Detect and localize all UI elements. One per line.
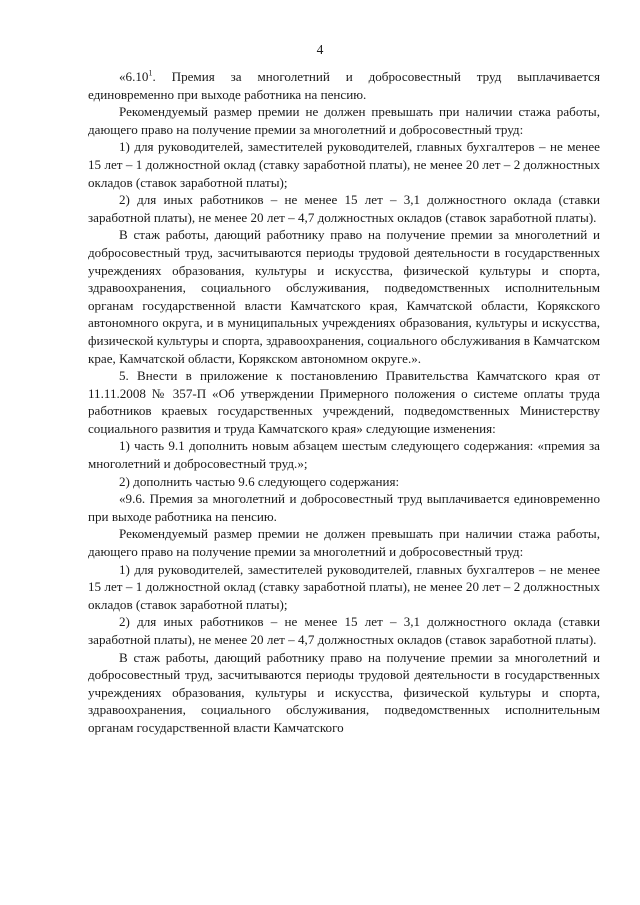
paragraph: 5. Внести в приложение к постановлению Правительства Камчатского края от 11.11.2008 № 357-П «Об утверждении Примерного положения о системе оплаты труда работников краевых государственных учреждений, подведомственных Министерству социального развития и труда Камчатского края» следующие изменения: xyxy=(88,368,600,436)
paragraph: 2) для иных работников – не менее 15 лет – 3,1 должностного оклада (ставки заработной платы), не менее 20 лет – 4,7 должностных окладов (ставок заработной платы). xyxy=(88,614,600,647)
paragraph-text: «6.10 xyxy=(119,69,149,84)
superscript: 1 xyxy=(148,68,153,78)
document-body xyxy=(88,68,600,737)
paragraph: 1) для руководителей, заместителей руководителей, главных бухгалтеров – не менее 15 лет – 1 должностной оклад (ставку заработной платы), не менее 20 лет – 2 должностных окладов (ставок заработной платы); xyxy=(88,139,600,190)
paragraph: 1) часть 9.1 дополнить новым абзацем шестым следующего содержания: «премия за многолетний и добросовестный труд.»; xyxy=(88,438,600,472)
paragraph: В стаж работы, дающий работнику право на получение премии за многолетний и добросовестный труд, засчитываются периоды трудовой деятельности в государственных учреждениях образования, культуры и искусства, физической культуры и спорта, здравоохранения, социального обслуживания, подведомственных исполнительным органам государственной власти Камчатского xyxy=(88,649,600,735)
paragraph-text-after: . Премия за многолетний и добросовестный труд выплачивается единовременно при выходе работника на пенсию. xyxy=(88,69,600,102)
paragraph-6-10-1 xyxy=(88,68,600,103)
paragraph: 2) дополнить частью 9.6 следующего содержания: xyxy=(119,473,400,489)
paragraph: В стаж работы, дающий работнику право на получение премии за многолетний и добросовестный труд, засчитываются периоды трудовой деятельности в государственных учреждениях образования, культуры и искусства, физической культуры и спорта, здравоохранения, социального обслуживания, подведомственных исполнительным органам государственной власти Камчатского края, Камчатской области, Корякского автономного округа, и в муниципальных учреждениях образования, культуры и искусства, физической культуры и спорта, здравоохранения, социального обслуживания в Камчатском крае, Камчатской области, Корякском автономном округе.». xyxy=(88,227,600,366)
paragraph: 2) для иных работников – не менее 15 лет – 3,1 должностного оклада (ставки заработной платы), не менее 20 лет – 4,7 должностных окладов (ставок заработной платы). xyxy=(88,192,600,225)
page-number: 4 xyxy=(316,42,324,57)
paragraph: Рекомендуемый размер премии не должен превышать при наличии стажа работы, дающего право на получение премии за многолетний и добросовестный труд: xyxy=(88,526,600,560)
paragraph: Рекомендуемый размер премии не должен превышать при наличии стажа работы, дающего право на получение премии за многолетний и добросовестный труд: xyxy=(88,104,600,137)
paragraph: 1) для руководителей, заместителей руководителей, главных бухгалтеров – не менее 15 лет – 1 должностной оклад (ставку заработной платы), не менее 20 лет – 2 должностных окладов (ставок заработной платы); xyxy=(88,561,600,612)
paragraph: «9.6. Премия за многолетний и добросовестный труд выплачивается единовременно при выходе работника на пенсию. xyxy=(88,491,600,524)
